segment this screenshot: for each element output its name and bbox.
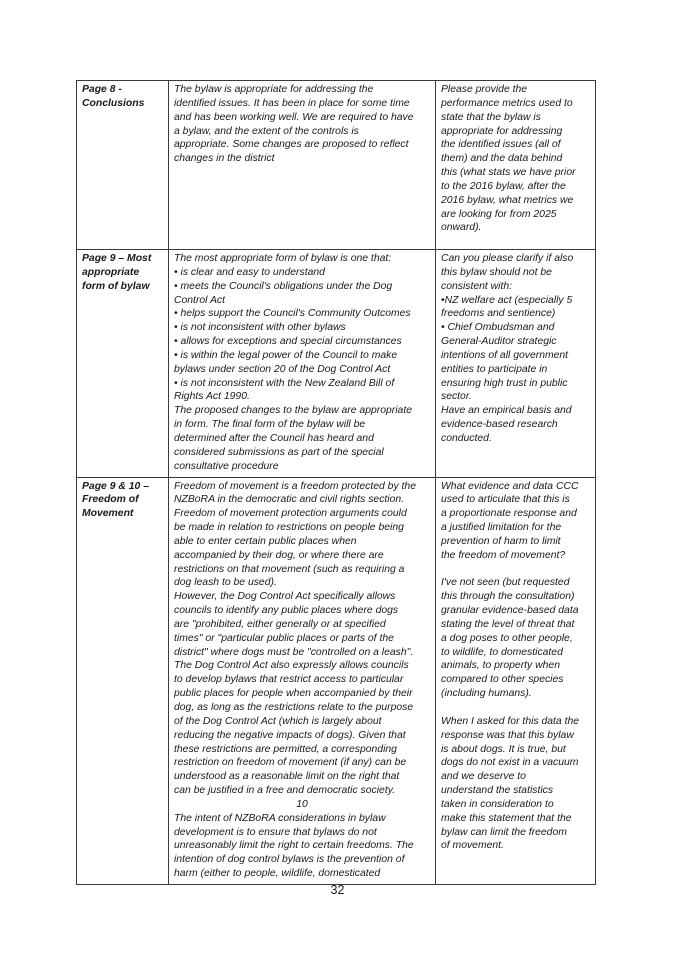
comment-line: Have an empirical basis and [441, 405, 572, 417]
comment-line: this through the consultation) [441, 591, 575, 603]
text-line: • is not inconsistent with the New Zealand Bill of [174, 377, 395, 389]
comment-line: a proportionate response and [441, 508, 577, 520]
comment-line: freedoms and sentience) [441, 308, 556, 320]
section-line: Page 8 - [82, 84, 122, 95]
text-line: restriction on freedom of movement (if any) can be [174, 757, 407, 769]
comment-line: response was that this bylaw [441, 729, 574, 741]
comment-line: entities to participate in [441, 363, 548, 375]
text-line: appropriate. Some changes are proposed to reflect [174, 139, 409, 151]
bylaw-text-cell [169, 477, 436, 884]
text-line: • meets the Council's obligations under the Dog [174, 280, 393, 292]
text-line: Control Act [174, 294, 226, 306]
comment-line: understand the statistics [441, 785, 554, 797]
text-line: can be justified in a free and democratic society. [174, 785, 396, 797]
comment-cell [436, 81, 596, 250]
comment-line: a dog poses to other people, [441, 632, 573, 644]
blank-line [441, 701, 590, 715]
comment-line: taken in consideration to [441, 798, 554, 810]
comment-line: performance metrics used to [441, 97, 573, 109]
text-line: 10 [296, 798, 308, 810]
comment-line: bylaw can limit the freedom [441, 826, 567, 838]
comment-line: them) and the data behind [441, 153, 563, 165]
comment-line: • Chief Ombudsman and [441, 322, 555, 334]
comment-line: this (what stats we have prior [441, 167, 576, 179]
comment-line: •NZ welfare act (especially 5 [441, 294, 573, 306]
text-line: accompanied by their dog, or where there are [174, 549, 384, 561]
comment-line: the freedom of movement? [441, 549, 566, 561]
text-line: these restrictions are permitted, a corresponding [174, 743, 397, 755]
comment-line: are looking for from 2025 [441, 208, 557, 220]
text-line: of the Dog Control Act (which is largely about [174, 715, 382, 727]
section-line: Page 9 – Most [82, 253, 152, 264]
text-line: • allows for exceptions and special circumstances [174, 336, 402, 348]
comment-line: (including humans). [441, 688, 532, 700]
text-line: understood as a reasonable limit on the right that [174, 771, 400, 783]
text-line: in form. The final form of the bylaw will be [174, 419, 366, 431]
text-line: • is clear and easy to understand [174, 266, 325, 278]
section-line: Conclusions [82, 97, 145, 109]
text-line: The most appropriate form of bylaw is one that: [174, 253, 392, 264]
comment-line: make this statement that the [441, 812, 572, 824]
text-line: • is within the legal power of the Council to make [174, 349, 398, 361]
comment-line: evidence-based research [441, 419, 558, 431]
page-number: 32 [330, 883, 345, 897]
comment-line: a justified limitation for the [441, 522, 562, 534]
text-line: Freedom of movement protection arguments could [174, 508, 407, 520]
text-line: identified issues. It has been in place for some time [174, 97, 410, 109]
comment-line: ensuring high trust in public [441, 377, 568, 389]
comment-cell [436, 250, 596, 478]
comment-line: prevention of harm to limit [441, 535, 561, 547]
table-row [77, 81, 596, 250]
text-line: Freedom of movement is a freedom protected by the [174, 480, 416, 492]
section-cell [77, 250, 169, 478]
comment-line: What evidence and data CCC [441, 480, 579, 492]
comment-line: dogs do not exist in a vacuum [441, 757, 579, 769]
comment-line: intentions of all government [441, 349, 569, 361]
comment-line: consistent with: [441, 280, 513, 292]
comment-line: the identified issues (all of [441, 139, 561, 151]
comment-line: is about dogs. It is true, but [441, 743, 566, 755]
text-line: bylaws under section 20 of the Dog Control Act [174, 363, 391, 375]
comment-line: When I asked for this data the [441, 715, 580, 727]
text-line: reducing the negative impacts of dogs). Given that [174, 729, 406, 741]
text-line: dog, as long as the restrictions relate to the purpose [174, 702, 414, 713]
text-line: The intent of NZBoRA considerations in bylaw [174, 812, 386, 824]
comment-line: I've not seen (but requested [441, 577, 570, 589]
text-line: be made in relation to restrictions on people being [174, 522, 404, 534]
comment-line: this bylaw should not be [441, 266, 552, 278]
text-line: changes in the district [174, 153, 275, 165]
section-line: Page 9 & 10 – [82, 480, 150, 492]
text-line: • is not inconsistent with other bylaws [174, 322, 346, 334]
text-line: harm (either to people, wildlife, domesticated [174, 868, 381, 880]
comment-line: Can you please clarify if also [441, 253, 574, 264]
comment-line: animals, to property when [441, 660, 560, 672]
text-line: restrictions on that movement (such as requiring a [174, 563, 405, 575]
comment-line: 2016 bylaw, what metrics we [441, 194, 574, 206]
comment-line: stating the level of threat that [441, 618, 575, 630]
comment-line: conducted. [441, 432, 492, 444]
table-row [77, 250, 596, 478]
section-line: Freedom of [82, 494, 139, 506]
text-line: • helps support the Council's Community Outcomes [174, 308, 411, 320]
text-line: consultative procedure [174, 460, 279, 472]
comment-line: General-Auditor strategic [441, 336, 557, 348]
text-line: determined after the Council has heard and [174, 432, 374, 444]
table-row [77, 477, 596, 884]
text-line: development is to ensure that bylaws do not [174, 826, 377, 838]
comment-line: onward). [441, 222, 482, 234]
text-line: able to enter certain public places when [174, 535, 357, 547]
text-line: considered submissions as part of the special [174, 446, 384, 458]
comment-line: used to articulate that this is [441, 494, 570, 506]
text-line: The bylaw is appropriate for addressing the [174, 84, 374, 95]
text-line: councils to identify any public places where dogs [174, 605, 399, 617]
comment-line: to wildlife, to domesticated [441, 646, 563, 658]
bylaw-text-cell [169, 81, 436, 250]
submission-table [76, 80, 596, 885]
text-line: intention of dog control bylaws is the prevention of [174, 854, 405, 866]
text-line: and has been working well. We are required to have [174, 111, 414, 123]
text-line: The proposed changes to the bylaw are appropriate [174, 405, 412, 417]
text-line: dog leash to be used). [174, 577, 277, 589]
section-line: form of bylaw [82, 280, 150, 292]
section-line: appropriate [82, 266, 140, 278]
comment-line: and we deserve to [441, 771, 526, 783]
text-line: to develop bylaws that restrict access to particular [174, 674, 404, 686]
bylaw-text-cell [169, 250, 436, 478]
text-line: district" where dogs must be "controlled on a leash". [174, 646, 414, 658]
text-line: unreasonably limit the right to certain freedoms. The [174, 840, 414, 852]
text-line: The Dog Control Act also expressly allows councils [174, 660, 409, 672]
comment-line: to the 2016 bylaw, after the [441, 180, 566, 192]
text-line: public places for people when accompanied by their [174, 688, 413, 700]
section-cell [77, 81, 169, 250]
text-line: a bylaw, and the extent of the controls is [174, 125, 359, 137]
text-line: NZBoRA in the democratic and civil rights section. [174, 494, 405, 506]
comment-line: appropriate for addressing [441, 125, 563, 137]
comment-line: of movement. [441, 840, 504, 852]
comment-line: compared to other species [441, 674, 564, 686]
section-line: Movement [82, 508, 134, 520]
comment-line: Please provide the [441, 84, 528, 95]
text-line: However, the Dog Control Act specifically allows [174, 591, 396, 603]
comment-cell [436, 477, 596, 884]
comment-line: sector. [441, 391, 472, 403]
blank-line [441, 563, 590, 577]
text-line: Rights Act 1990. [174, 391, 250, 403]
comment-line: granular evidence-based data [441, 605, 579, 617]
section-cell [77, 477, 169, 884]
comment-line: state that the bylaw is [441, 111, 541, 123]
text-line: times" or "particular public places or parts of the [174, 632, 394, 644]
text-line: are "prohibited, either generally or at specified [174, 618, 386, 630]
